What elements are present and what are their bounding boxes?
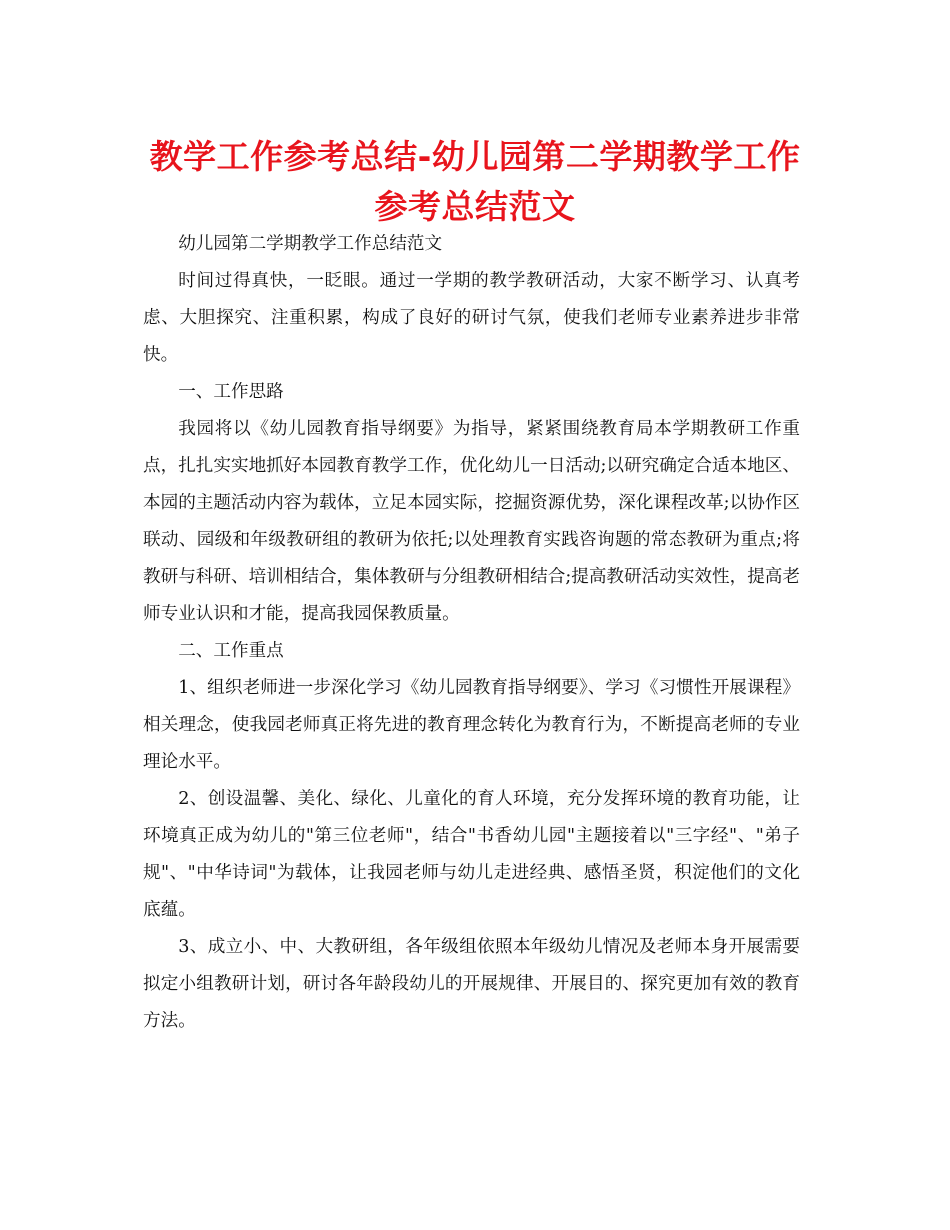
document-body xyxy=(143,226,800,1040)
work-ideas-paragraph: 我园将以《幼儿园教育指导纲要》为指导，紧紧围绕教育局本学期教研工作重点，扎扎实实地抓好本园教育教学工作，优化幼儿一日活动;以研究确定合适本地区、本园的主题活动内容为载体，立足本园实际，挖掘资源优势，深化课程改革;以协作区联动、园级和年级教研组的教研为依托;以处理教育实践咨询题的常态教研为重点;将教研与科研、培训相结合，集体教研与分组教研相结合;提高教研活动实效性，提高老师专业认识和才能，提高我园保教质量。 xyxy=(143,419,800,624)
section-heading-work-ideas: 一、工作思路 xyxy=(178,382,284,402)
focus-item-2: 2、创设温馨、美化、绿化、儿童化的育人环境，充分发挥环境的教育功能，让环境真正成为幼儿的"第三位老师"，结合"书香幼儿园"主题接着以"三字经"、"弟子规"、"中华诗词"为载体，让我园老师与幼儿走进经典、感悟圣贤，积淀他们的文化底蕴。 xyxy=(143,789,800,920)
document-title: 教学工作参考总结-幼儿园第二学期教学工作参考总结范文 xyxy=(149,137,801,226)
focus-item-3: 3、成立小、中、大教研组，各年级组依照本年级幼儿情况及老师本身开展需要拟定小组教研计划，研讨各年龄段幼儿的开展规律、开展目的、探究更加有效的教育方法。 xyxy=(143,937,800,1031)
intro-paragraph: 时间过得真快，一眨眼。通过一学期的教学教研活动，大家不断学习、认真考虑、大胆探究、注重积累，构成了良好的研讨气氛，使我们老师专业素养进步非常快。 xyxy=(143,271,800,365)
focus-item-1: 1、组织老师进一步深化学习《幼儿园教育指导纲要》、学习《习惯性开展课程》相关理念，使我园老师真正将先进的教育理念转化为教育行为，不断提高老师的专业理论水平。 xyxy=(143,678,800,772)
subtitle-paragraph: 幼儿园第二学期教学工作总结范文 xyxy=(178,234,443,254)
section-heading-work-focus: 二、工作重点 xyxy=(178,641,284,661)
